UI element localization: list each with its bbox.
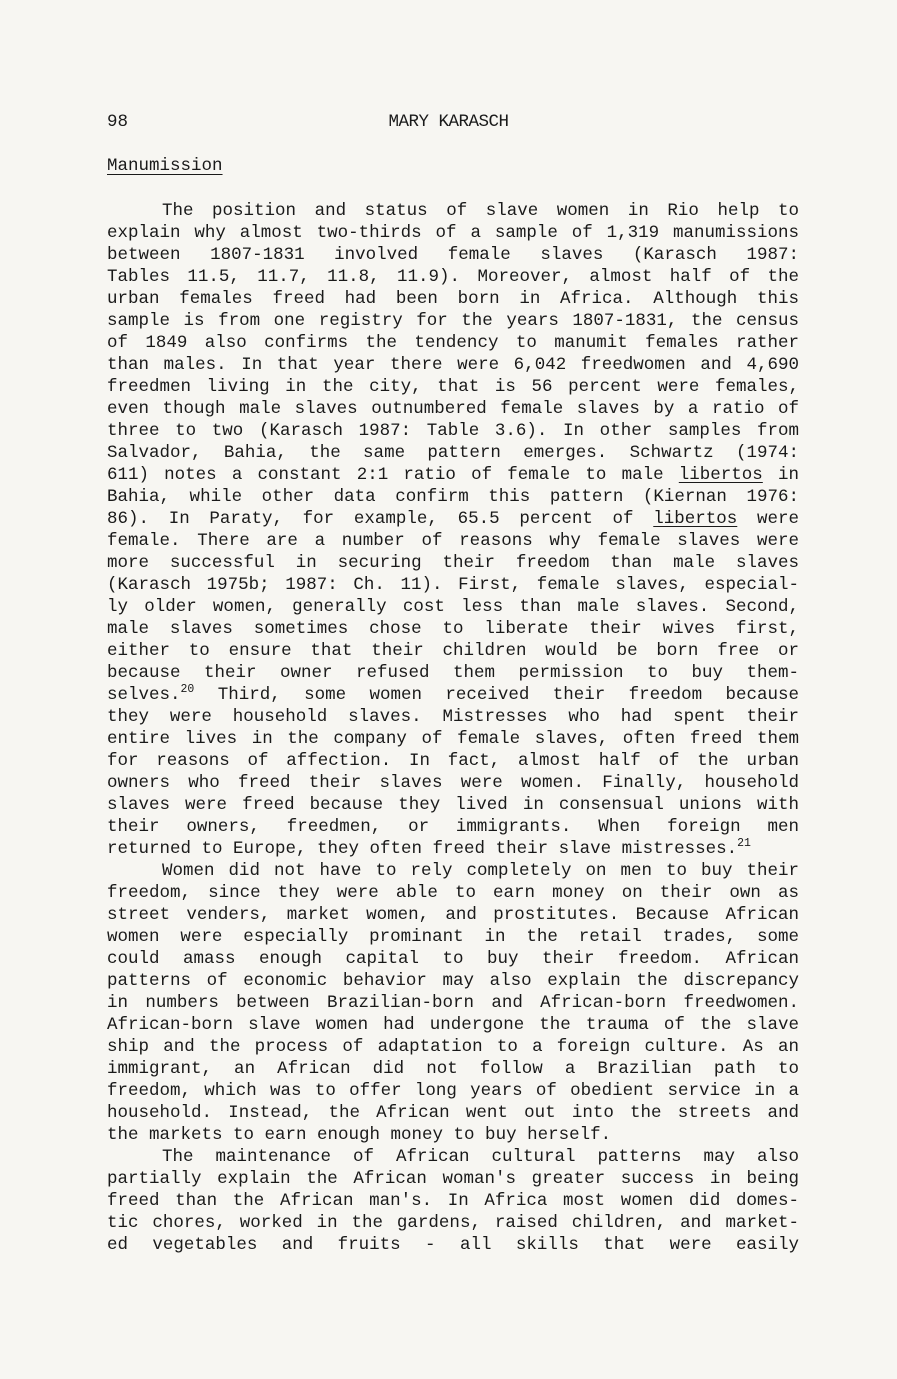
text-line: ship and the process of adaptation to a foreign culture. As an bbox=[107, 1037, 799, 1057]
text-line: tic chores, worked in the gardens, raised children, and market- bbox=[107, 1213, 799, 1233]
text-line: three to two (Karasch 1987: Table 3.6). In other samples from bbox=[107, 421, 799, 441]
text-line: even though male slaves outnumbered female slaves by a ratio of bbox=[107, 399, 799, 419]
page-number: 98 bbox=[107, 112, 129, 132]
text-line: household. Instead, the African went out into the streets and bbox=[107, 1103, 799, 1123]
text-line: Salvador, Bahia, the same pattern emerges. Schwartz (1974: bbox=[107, 443, 799, 463]
text-line: partially explain the African woman's greater success in being bbox=[107, 1169, 799, 1189]
text-line: returned to Europe, they often freed their slave mistresses.$^{21}$ bbox=[107, 837, 751, 859]
text-line: than males. In that year there were 6,042 freedwomen and 4,690 bbox=[107, 355, 799, 375]
text-line: Bahia, while other data confirm this pattern (Kiernan 1976: bbox=[107, 487, 799, 507]
text-line: freedmen living in the city, that is 56 percent were females, bbox=[107, 377, 799, 397]
footnote-ref: 20 bbox=[180, 683, 195, 696]
text-line: in numbers between Brazilian-born and African-born freedwomen. bbox=[107, 993, 799, 1013]
italic-term: libertos bbox=[678, 465, 763, 485]
text-line: male slaves sometimes chose to liberate their wives first, bbox=[107, 619, 799, 639]
text-line: immigrant, an African did not follow a Brazilian path to bbox=[107, 1059, 799, 1079]
text-line: ed vegetables and fruits - all skills that were easily bbox=[107, 1235, 799, 1255]
text-line: slaves were freed because they lived in consensual unions with bbox=[107, 795, 799, 815]
text-line: women were especially prominant in the retail trades, some bbox=[107, 927, 799, 947]
text-line: either to ensure that their children would be born free or bbox=[107, 641, 799, 661]
text-line: sample is from one registry for the years 1807-1831, the census bbox=[107, 311, 799, 331]
text-line: freedom, since they were able to earn money on their own as bbox=[107, 883, 799, 903]
text-line: female. There are a number of reasons why female slaves were bbox=[107, 531, 799, 551]
text-line: for reasons of affection. In fact, almost half of the urban bbox=[107, 751, 799, 771]
footnote-ref: 21 bbox=[737, 837, 751, 850]
text-line: the markets to earn enough money to buy herself. bbox=[107, 1125, 612, 1145]
text-line: Tables 11.5, 11.7, 11.8, 11.9). Moreover, almost half of the bbox=[107, 267, 799, 287]
text-line: of 1849 also confirms the tendency to manumit females rather bbox=[107, 333, 799, 353]
text-line: patterns of economic behavior may also explain the discrepancy bbox=[107, 971, 799, 991]
body-text bbox=[107, 200, 799, 1256]
text-line: could amass enough capital to buy their freedom. African bbox=[107, 949, 799, 969]
text-line: (Karasch 1975b; 1987: Ch. 11). First, female slaves, especial- bbox=[107, 575, 799, 595]
text-line: entire lives in the company of female slaves, often freed them bbox=[107, 729, 799, 749]
text-line: freed than the African man's. In Africa most women did domes- bbox=[107, 1191, 799, 1211]
text-line: 611) notes a constant 2:1 ratio of female to male libertos in bbox=[107, 465, 799, 485]
text-line: because their owner refused them permission to buy them- bbox=[107, 663, 799, 683]
text-line: street venders, market women, and prostitutes. Because African bbox=[107, 905, 799, 925]
text-line: ly older women, generally cost less than male slaves. Second, bbox=[107, 597, 799, 617]
running-head: MARY KARASCH bbox=[388, 112, 509, 132]
text-line: between 1807-1831 involved female slaves (Karasch 1987: bbox=[107, 245, 799, 265]
text-line: urban females freed had been born in Africa. Although this bbox=[107, 289, 799, 309]
text-line: freedom, which was to offer long years of obedient service in a bbox=[107, 1081, 799, 1101]
text-line: they were household slaves. Mistresses who had spent their bbox=[107, 707, 799, 727]
text-line: The maintenance of African cultural patterns may also bbox=[162, 1147, 799, 1167]
text-line: more successful in securing their freedom than male slaves bbox=[107, 553, 799, 573]
text-line: explain why almost two-thirds of a sample of 1,319 manumissions bbox=[107, 223, 799, 243]
text-line: African-born slave women had undergone the trauma of the slave bbox=[107, 1015, 799, 1035]
italic-term: libertos bbox=[653, 509, 738, 529]
text-line: 86). In Paraty, for example, 65.5 percent of libertos were bbox=[107, 509, 799, 529]
text-line: Women did not have to rely completely on men to buy their bbox=[162, 861, 799, 881]
text-line: The position and status of slave women in Rio help to bbox=[162, 201, 799, 221]
text-line: owners who freed their slaves were women. Finally, household bbox=[107, 773, 799, 793]
text-line: selves.$^{20}$ Third, some women received their freedom because bbox=[107, 683, 799, 705]
section-heading: Manumission bbox=[107, 156, 223, 176]
text-line: their owners, freedmen, or immigrants. When foreign men bbox=[107, 817, 799, 837]
